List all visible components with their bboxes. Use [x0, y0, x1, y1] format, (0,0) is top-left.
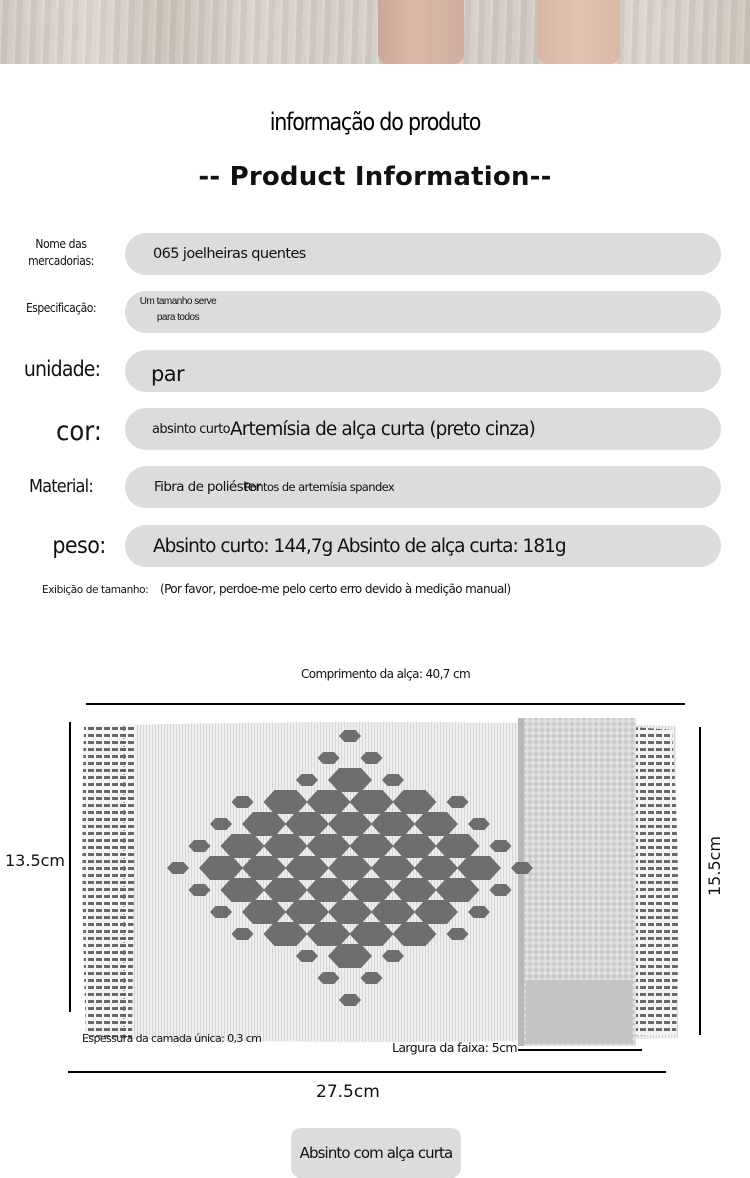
height-left-label: 13.5cm	[5, 851, 66, 870]
wood-floor-texture	[0, 0, 750, 64]
info-row-weight	[0, 525, 750, 567]
height-right-line	[699, 727, 701, 1035]
size-note-label: Exibição de tamanho:	[42, 584, 149, 596]
height-left-line	[69, 722, 71, 1012]
info-row-material	[0, 466, 750, 508]
leg-right	[538, 0, 620, 64]
thickness-label: Espessura da camada única: 0,3 cm	[82, 1032, 262, 1045]
info-value-pill	[125, 350, 721, 392]
info-value-line: Um tamanho serve	[139, 296, 217, 307]
band-width-line	[518, 1049, 642, 1051]
section-title-pt: informação do produto	[269, 108, 481, 136]
info-value-a: Fibra de poliéster	[154, 479, 261, 495]
strap-length-label: Comprimento da alça: 40,7 cm	[301, 667, 471, 681]
info-label: unidade:	[23, 357, 101, 381]
strap-velcro	[526, 980, 632, 1044]
info-value-big: Artemísia de alça curta (preto cinza)	[230, 418, 535, 440]
info-label: peso:	[52, 533, 106, 559]
info-label: Especificação:	[25, 301, 97, 315]
width-label: 27.5cm	[316, 1082, 380, 1102]
info-value-line: para todos	[156, 312, 200, 323]
info-value: Absinto curto: 144,7g Absinto de alça curta: 181g	[153, 535, 566, 557]
leg-left	[378, 0, 464, 64]
hero-photo	[0, 0, 750, 64]
info-label-line: mercadorias:	[28, 254, 94, 268]
height-right-label: 15.5cm	[705, 835, 724, 896]
info-value	[133, 294, 223, 326]
info-row-color	[0, 408, 750, 450]
info-row-specification	[0, 291, 750, 333]
info-row-unit	[0, 350, 750, 392]
knee-pad-image	[80, 718, 682, 1046]
info-value: 065 joelheiras quentes	[153, 246, 306, 262]
info-value-b: Pontos de artemísia spandex	[244, 480, 395, 494]
info-label	[0, 236, 122, 270]
info-label-line: Nome das	[35, 237, 87, 251]
info-label: cor:	[56, 416, 102, 447]
band-width-label: Largura da faixa: 5cm	[392, 1040, 517, 1055]
pad-left-cuff	[82, 724, 136, 1038]
size-note-text: (Por favor, perdoe-me pelo certo erro devido à medição manual)	[160, 582, 511, 596]
variant-option-button[interactable]: Absinto com alça curta	[291, 1128, 461, 1178]
info-value: par	[151, 362, 185, 386]
strap-length-line	[86, 703, 685, 705]
width-line	[68, 1071, 666, 1073]
section-title-en: -- Product Information--	[198, 162, 552, 192]
info-value	[152, 408, 535, 450]
info-row-name	[0, 233, 750, 275]
info-value-small: absinto curto	[152, 421, 231, 437]
info-label: Material:	[28, 476, 94, 497]
